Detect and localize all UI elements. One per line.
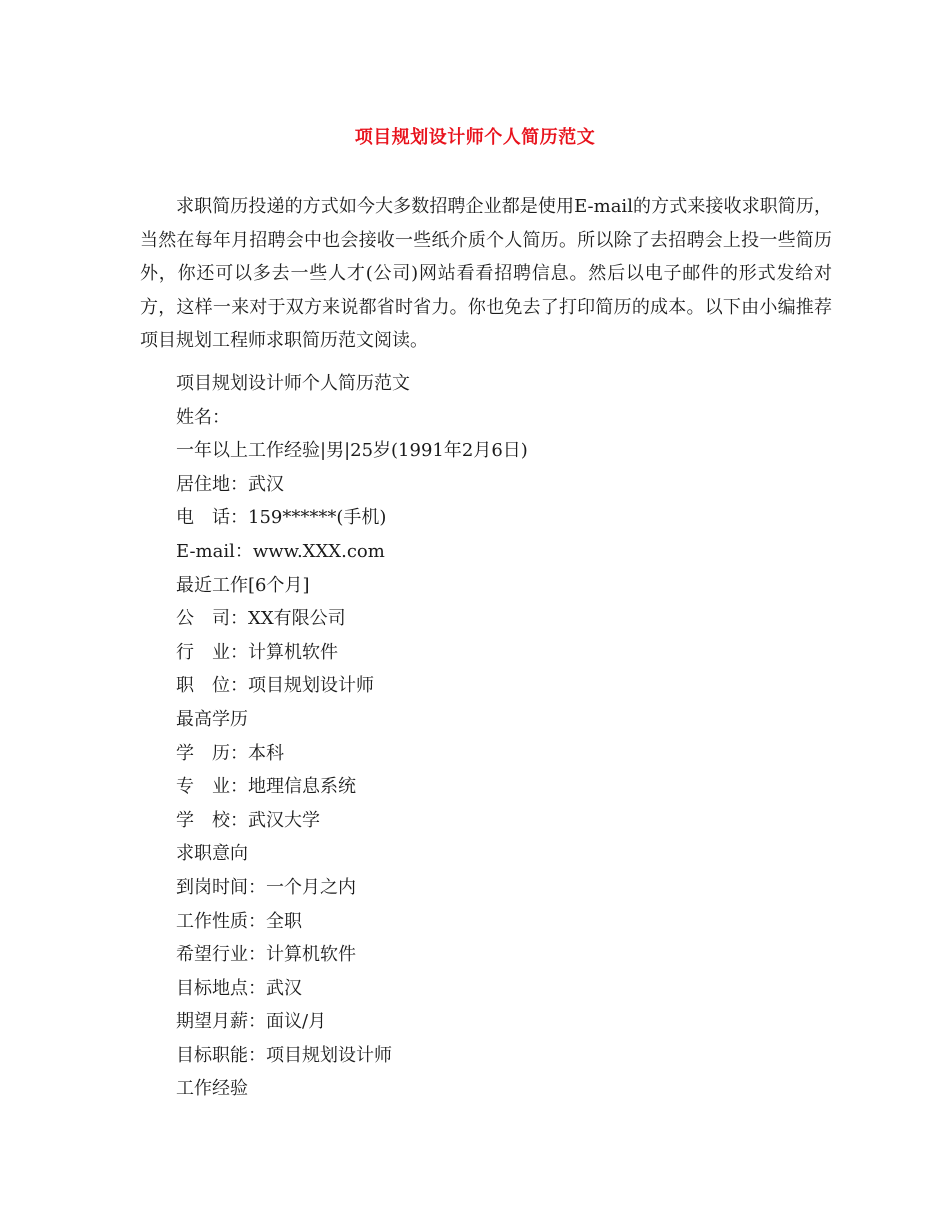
school-field: 学 校：武汉大学 [176,809,320,831]
recent-work-heading: 最近工作[6个月] [176,574,310,596]
degree-field: 学 历：本科 [176,742,284,764]
education-heading: 最高学历 [176,708,248,730]
position-field: 职 位：项目规划设计师 [176,675,374,697]
industry-field: 行 业：计算机软件 [176,641,338,663]
phone-field: 电 话：159******(手机) [176,507,387,529]
email-field: E-mail：www.XXX.com [176,540,385,562]
experience-summary: 一年以上工作经验|男|25岁(1991年2月6日) [176,440,528,462]
target-location-field: 目标地点：武汉 [176,977,302,999]
residence-field: 居住地：武汉 [176,473,284,495]
start-time-field: 到岗时间：一个月之内 [176,876,356,898]
major-field: 专 业：地理信息系统 [176,776,356,798]
expected-salary-field: 期望月薪：面议/月 [176,1011,327,1033]
company-field: 公 司：XX有限公司 [176,608,346,630]
target-role-field: 目标职能：项目规划设计师 [176,1044,392,1066]
resume-lines [176,367,528,1106]
document-title: 项目规划设计师个人简历范文 [354,127,596,148]
job-intention-heading: 求职意向 [176,843,248,865]
desired-industry-field: 希望行业：计算机软件 [176,944,356,966]
work-experience-heading: 工作经验 [176,1078,248,1100]
name-field: 姓名： [176,406,230,428]
job-type-field: 工作性质：全职 [176,910,302,932]
intro-paragraph: 求职简历投递的方式如今大多数招聘企业都是使用E-mail的方式来接收求职简历，当然在每年月招聘会中也会接收一些纸介质个人简历。所以除了去招聘会上投一些简历外，你还可以多去一些人才(公司)网站看看招聘信息。然后以电子邮件的形式发给对方，这样一来对于双方来说都省时省力。你也免去了打印简历的成本。以下由小编推荐项目规划工程师求职简历范文阅读。 [140,196,832,352]
resume-heading: 项目规划设计师个人简历范文 [176,373,410,394]
